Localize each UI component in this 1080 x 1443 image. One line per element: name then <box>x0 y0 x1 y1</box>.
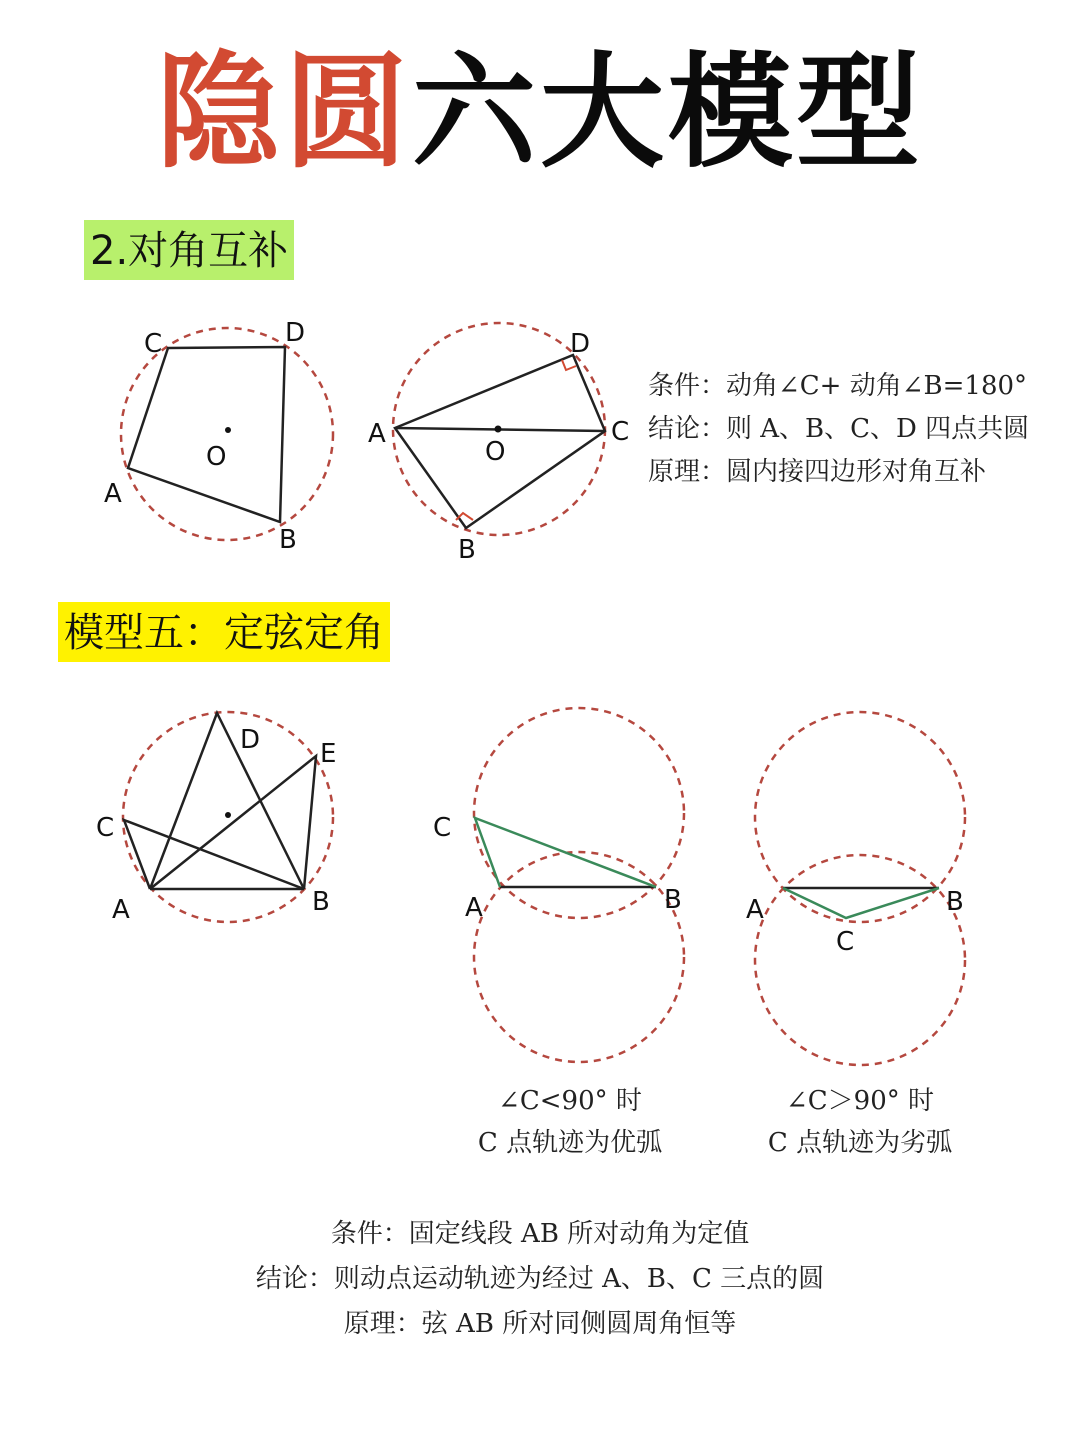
fig4-label-a: A <box>465 893 483 923</box>
fig4-angle-c <box>475 818 656 887</box>
fig1-label-b: B <box>279 525 297 555</box>
fig3-label-b: B <box>312 887 330 917</box>
fig5-label-b: B <box>946 887 964 917</box>
fig3-label-a: A <box>112 895 130 925</box>
section2-notes <box>0 1212 1080 1347</box>
section2-condition: 条件：固定线段 AB 所对动角为定值 <box>330 1219 750 1249</box>
fig4-lower-dashed-circle <box>474 852 684 1062</box>
section2-conclusion: 结论：则动点运动轨迹为经过 A、B、C 三点的圆 <box>255 1264 825 1294</box>
caption-obtuse-line2: C 点轨迹为劣弧 <box>767 1128 953 1158</box>
fig4-label-c: C <box>433 813 452 843</box>
fig3-label-c: C <box>96 813 115 843</box>
section2-principle: 原理：弦 AB 所对同侧圆周角恒等 <box>343 1309 737 1339</box>
section1-condition: 条件：动角∠C+ 动角∠B=180° <box>648 371 1028 401</box>
fig3-fixed-chord <box>96 712 336 925</box>
fig2-label-a: A <box>368 419 386 449</box>
fig5-lower-dashed-circle <box>755 855 965 1065</box>
fig2-diameter-quad <box>368 323 629 565</box>
caption-acute <box>420 1080 720 1164</box>
fig5-label-c: C <box>836 927 855 957</box>
title-black-part: 六大模型 <box>412 41 925 185</box>
fig1-dashed-circle <box>121 328 333 540</box>
fig1-label-c: C <box>144 329 163 359</box>
fig4-label-b: B <box>664 885 682 915</box>
section1-principle: 原理：圆内接四边形对角互补 <box>648 457 987 487</box>
fig2-label-d: D <box>570 329 591 359</box>
fig2-label-b: B <box>458 535 476 565</box>
caption-acute-line1: ∠C<90° 时 <box>498 1086 642 1116</box>
fig1-center-dot <box>225 427 231 433</box>
fig2-right-angle-d <box>562 360 576 370</box>
fig5-label-a: A <box>746 895 764 925</box>
fig3-label-d: D <box>240 725 261 755</box>
fig3-label-e: E <box>320 739 337 769</box>
caption-obtuse-line1: ∠C＞90° 时 <box>785 1086 935 1116</box>
fig2-center-dot <box>495 426 502 433</box>
fig3-angle-d <box>150 713 304 889</box>
fig2-label-o: O <box>485 437 506 467</box>
fig1-label-o: O <box>206 442 227 472</box>
section1-heading: 2.对角互补 <box>84 220 294 280</box>
section1-conclusion: 结论：则 A、B、C、D 四点共圆 <box>648 414 1030 444</box>
fig1-label-d: D <box>285 318 306 348</box>
caption-obtuse <box>710 1080 1010 1164</box>
fig1-quadrilateral <box>128 347 285 522</box>
section1-notes <box>648 365 1029 494</box>
fig4-acute-locus <box>433 708 684 1062</box>
caption-acute-line2: C 点轨迹为优弧 <box>477 1128 663 1158</box>
fig3-center-dot <box>225 812 231 818</box>
fig5-obtuse-locus <box>746 712 965 1065</box>
fig1-label-a: A <box>104 479 122 509</box>
fig1-cyclic-quad <box>104 318 333 555</box>
section2-heading: 模型五：定弦定角 <box>58 602 390 662</box>
fig3-angle-c <box>124 820 304 889</box>
fig2-label-c: C <box>611 417 630 447</box>
title-red-part: 隐圆 <box>155 41 412 185</box>
fig5-angle-c <box>783 888 939 918</box>
